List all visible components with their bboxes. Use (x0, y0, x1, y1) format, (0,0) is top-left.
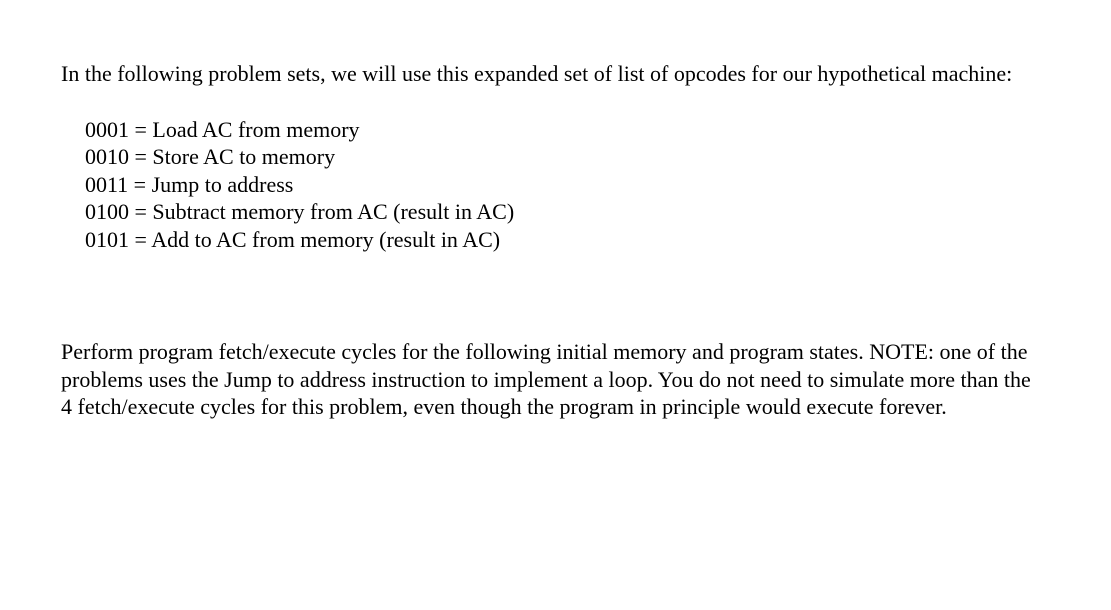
opcode-item-subtract: 0100 = Subtract memory from AC (result in AC) (85, 199, 515, 224)
opcode-item-load: 0001 = Load AC from memory (85, 116, 360, 142)
opcode-item-store: 0010 = Store AC to memory (85, 144, 336, 169)
document-page (61, 60, 1051, 421)
opcode-item-jump: 0011 = Jump to address (85, 171, 294, 197)
task-paragraph: Perform program fetch/execute cycles for the following initial memory and program states. NOTE: one of the problems uses the Jump to address instruction to implement a loop. You do not need to simulate more than the 4 fetch/execute cycles for this problem, even though the program in principle would execute forever. (61, 339, 1031, 419)
opcode-list (85, 116, 1051, 254)
intro-paragraph: In the following problem sets, we will use this expanded set of list of opcodes for our hypothetical machine: (61, 61, 1013, 86)
opcode-item-add: 0101 = Add to AC from memory (result in AC) (85, 226, 501, 252)
